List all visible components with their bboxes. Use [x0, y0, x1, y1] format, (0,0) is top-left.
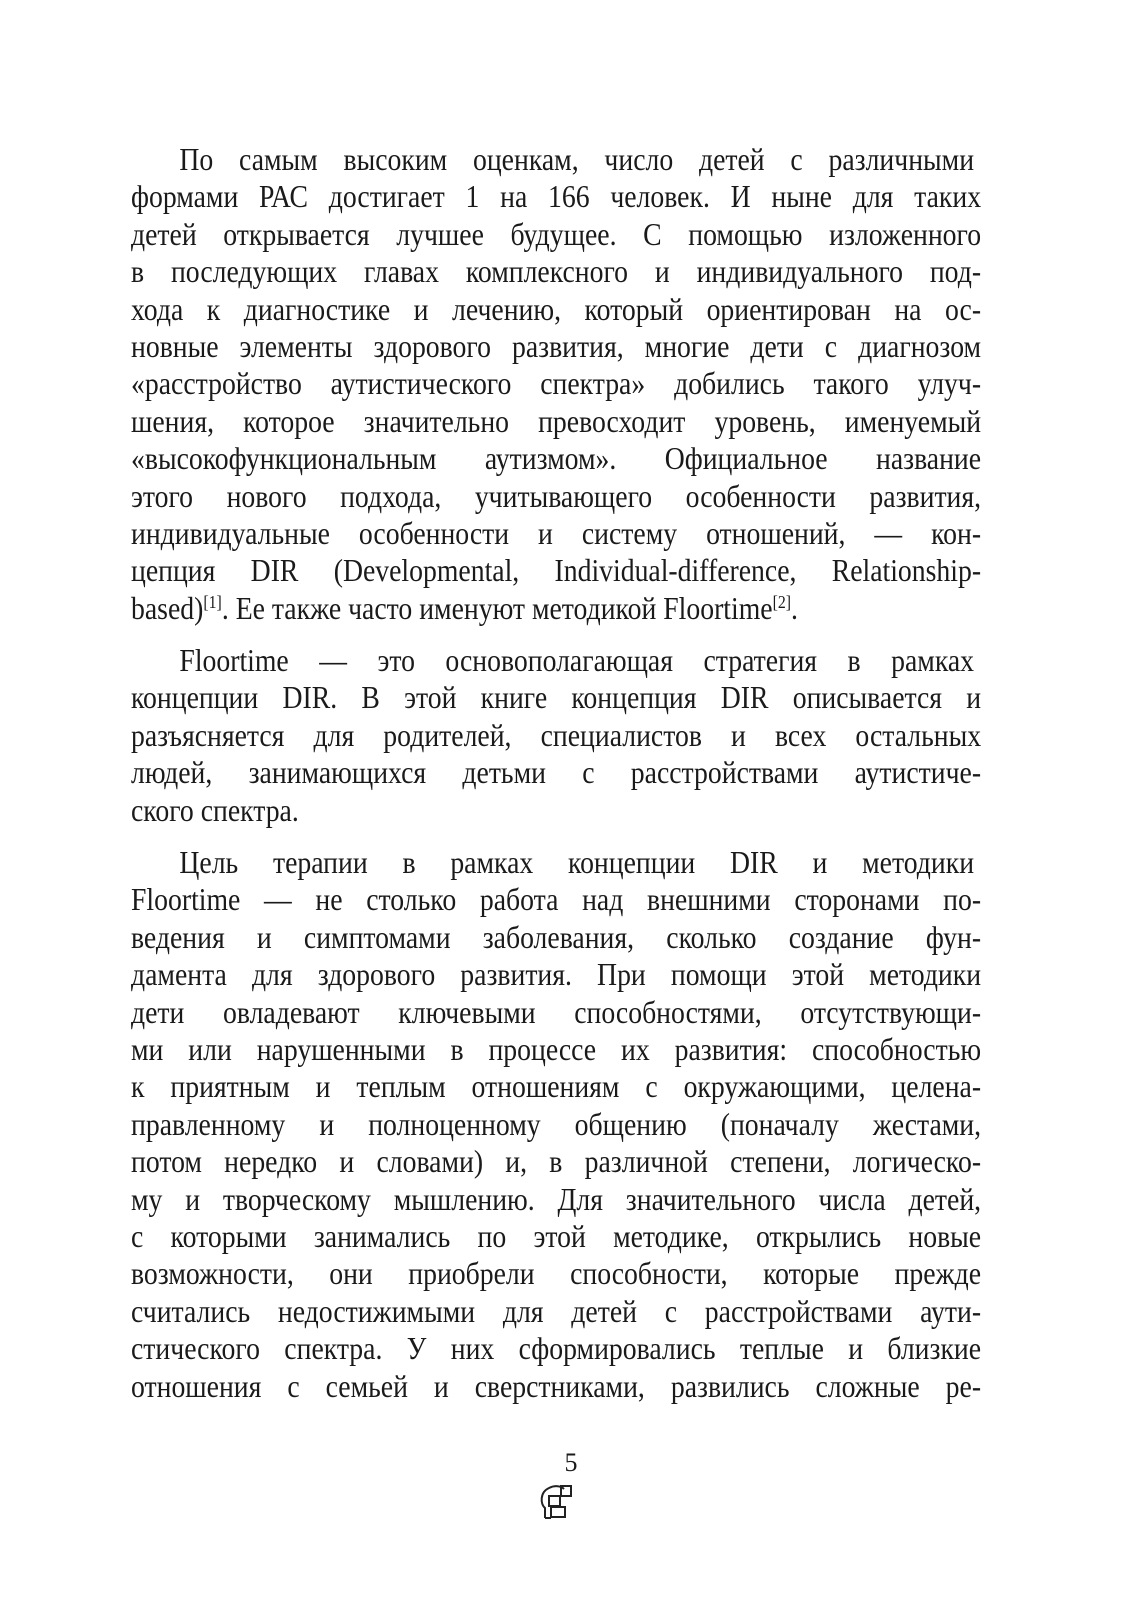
text-line-content: ведения и симптомами заболевания, сколько создание фун- [131, 919, 982, 955]
text-line [131, 1143, 981, 1180]
text-line [131, 1031, 981, 1068]
text-line-content: дамента для здорового развития. При помощи этой методики [131, 957, 982, 993]
text-line-content: Floortime — это основополагающая стратегия в рамках [179, 643, 975, 679]
text-line [131, 919, 981, 956]
text-line-content: новные элементы здорового развития, многие дети с диагнозом [131, 328, 982, 364]
text-line [131, 178, 981, 215]
text-line [131, 590, 981, 627]
text-line-content: потом нередко и словами) и, в различной степени, логическо- [131, 1144, 982, 1180]
text-line [131, 478, 981, 515]
text-line [131, 291, 981, 328]
body-text [131, 141, 981, 1420]
text-line-content: концепции DIR. В этой книге концепция DIR описывается и [131, 680, 982, 716]
text-line [131, 515, 981, 552]
text-line [131, 328, 981, 365]
text-line [131, 440, 981, 477]
text-line [131, 552, 981, 589]
text-line [131, 679, 981, 716]
text-line [131, 1068, 981, 1105]
text-line-content: му и творческому мышлению. Для значительного числа детей, [131, 1181, 982, 1217]
text-line [131, 717, 981, 754]
text-line-content: в последующих главах комплексного и индивидуального под- [131, 254, 982, 290]
paragraph [131, 642, 981, 829]
paragraph [131, 141, 981, 627]
text-line-content: разъясняется для родителей, специалистов и всех остальных [131, 717, 982, 753]
text-line-content: детей открывается лучшее будущее. С помощью изложенного [131, 216, 982, 252]
text-line-content: людей, занимающихся детьми с расстройствами аутистиче- [131, 755, 982, 791]
text-line-content: ми или нарушенными в процессе их развития: способностью [131, 1031, 982, 1067]
text-line-content: «расстройство аутистического спектра» добились такого улуч- [131, 366, 982, 402]
text-segment: based) [131, 590, 204, 626]
text-line [131, 1255, 981, 1292]
text-line-content [131, 590, 981, 627]
text-line-content: к приятным и теплым отношениям с окружающими, целена- [131, 1069, 982, 1105]
text-line [131, 1368, 981, 1405]
text-line [131, 956, 981, 993]
text-line-content: Цель терапии в рамках концепции DIR и методики [179, 845, 975, 881]
text-line [131, 253, 981, 290]
text-line [131, 365, 981, 402]
text-line [131, 792, 981, 829]
text-line [131, 881, 981, 918]
text-line-content: дети овладевают ключевыми способностями, отсутствующи- [131, 994, 982, 1030]
text-line [131, 1106, 981, 1143]
text-line-content: формами РАС достигает 1 на 166 человек. И ныне для таких [131, 179, 982, 215]
text-line-content: ского спектра. [131, 792, 299, 828]
text-line [131, 1218, 981, 1255]
text-line-content: правленному и полноценному общению (поначалу жестами, [131, 1106, 982, 1142]
text-line-content: индивидуальные особенности и систему отношений, — кон- [131, 515, 982, 551]
text-line-content: считались недостижимыми для детей с расстройствами аути- [131, 1293, 982, 1329]
text-line-content: этого нового подхода, учитывающего особенности развития, [131, 478, 982, 514]
footnote-reference: [1] [203, 591, 222, 612]
text-line-content: «высокофункциональным аутизмом». Официальное название [131, 441, 982, 477]
text-line [131, 403, 981, 440]
text-line [131, 1330, 981, 1367]
text-line-content: Floortime — не столько работа над внешними сторонами по- [131, 882, 982, 918]
text-line [131, 754, 981, 791]
text-segment: . [791, 590, 798, 626]
text-segment: . Ее также часто именуют методикой Floortime [221, 590, 773, 626]
head-puzzle-icon [537, 1482, 577, 1522]
text-line [131, 994, 981, 1031]
footnote-reference: [2] [772, 591, 792, 612]
text-line [131, 1293, 981, 1330]
text-line [131, 642, 981, 679]
text-line [131, 844, 981, 881]
page-number: 5 [564, 1448, 578, 1477]
text-line [131, 216, 981, 253]
text-line [131, 1181, 981, 1218]
text-line-content: По самым высоким оценкам, число детей с различными [179, 142, 975, 177]
paragraph [131, 844, 981, 1405]
text-line-content: хода к диагностике и лечению, который ориентирован на ос- [131, 291, 982, 327]
text-line-content: стического спектра. У них сформировались теплые и близкие [131, 1331, 982, 1367]
text-line-content: шения, которое значительно превосходит уровень, именуемый [131, 403, 982, 439]
text-line-content: цепция DIR (Developmental, Individual-difference, Relationship- [131, 553, 982, 589]
text-line [131, 141, 981, 178]
text-line-content: отношения с семьей и сверстниками, развились сложные ре- [131, 1368, 982, 1404]
text-line-content: возможности, они приобрели способности, которые прежде [131, 1256, 982, 1292]
text-line-content: с которыми занимались по этой методике, открылись новые [131, 1218, 982, 1254]
